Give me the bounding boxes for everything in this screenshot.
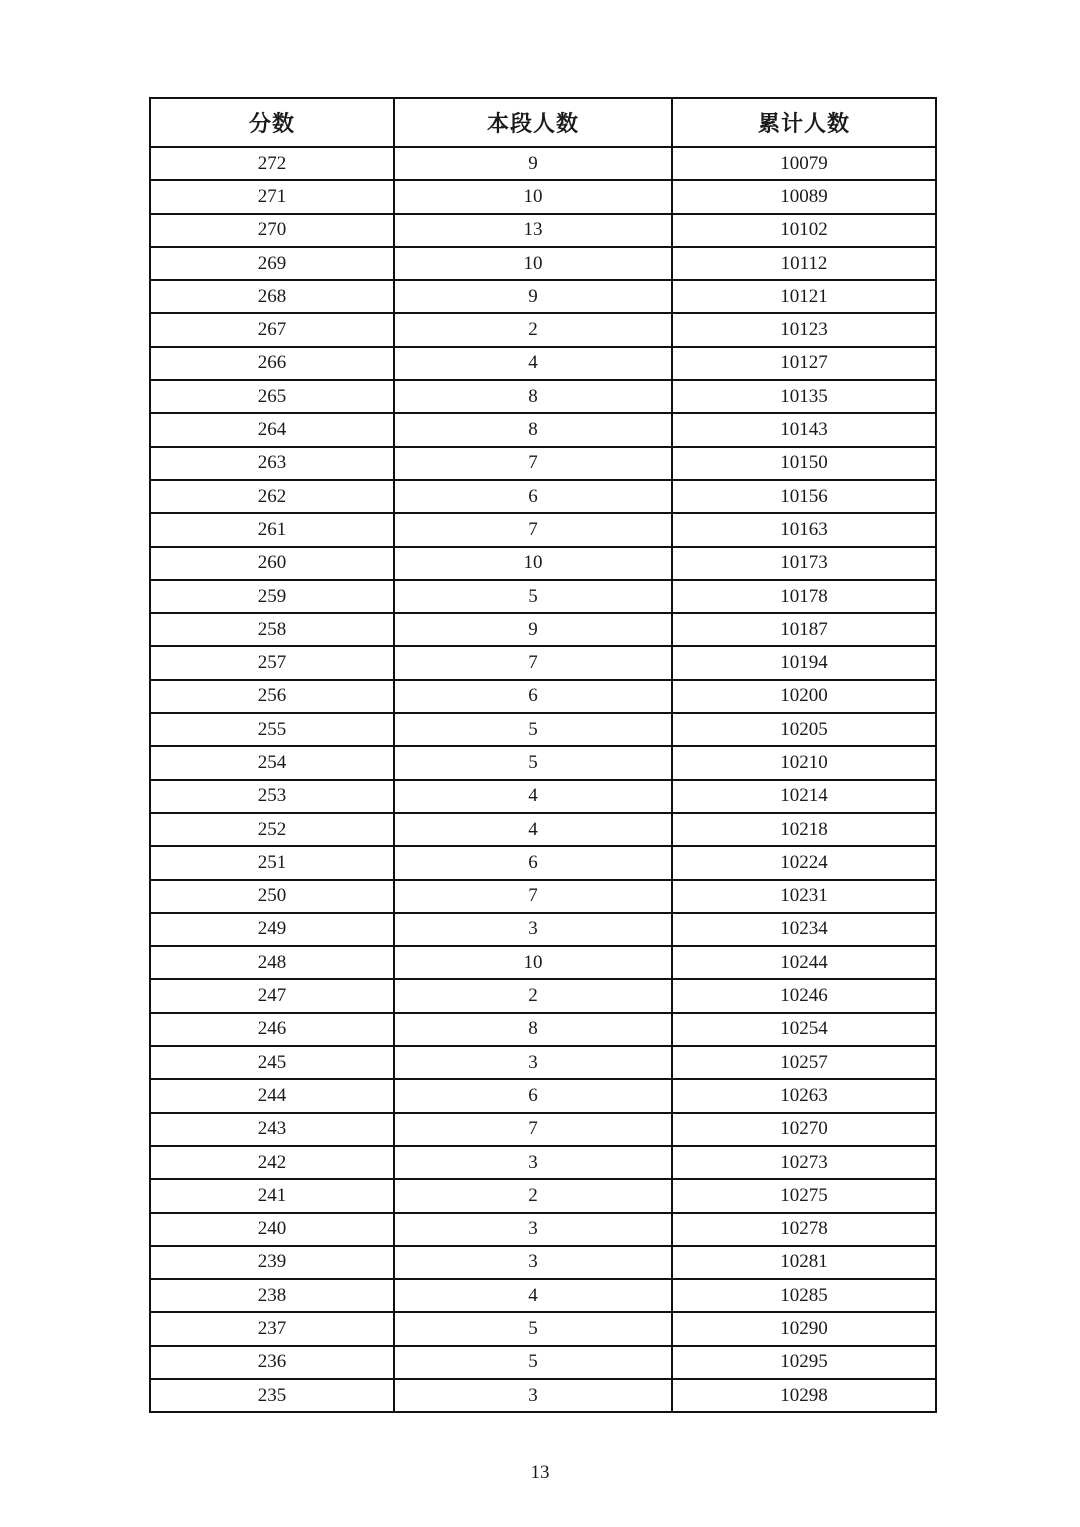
cell-cumulative-count: 10244	[672, 946, 936, 979]
cell-segment-count: 9	[394, 280, 672, 313]
cell-segment-count: 10	[394, 180, 672, 213]
cell-score: 266	[150, 347, 394, 380]
cell-segment-count: 13	[394, 214, 672, 247]
cell-score: 251	[150, 846, 394, 879]
cell-score: 253	[150, 780, 394, 813]
cell-segment-count: 3	[394, 1213, 672, 1246]
cell-score: 263	[150, 447, 394, 480]
cell-segment-count: 6	[394, 846, 672, 879]
table-row	[150, 180, 936, 213]
cell-cumulative-count: 10187	[672, 613, 936, 646]
table-row	[150, 580, 936, 613]
cell-cumulative-count: 10278	[672, 1213, 936, 1246]
cell-cumulative-count: 10156	[672, 480, 936, 513]
table-row	[150, 447, 936, 480]
cell-cumulative-count: 10163	[672, 513, 936, 546]
cell-cumulative-count: 10224	[672, 846, 936, 879]
cell-score: 239	[150, 1246, 394, 1279]
table-row	[150, 280, 936, 313]
table-row	[150, 147, 936, 180]
header-segment-count: 本段人数	[394, 98, 672, 147]
table-row	[150, 480, 936, 513]
table-row	[150, 1179, 936, 1212]
table-row	[150, 680, 936, 713]
table-row	[150, 1213, 936, 1246]
cell-segment-count: 8	[394, 1013, 672, 1046]
cell-cumulative-count: 10089	[672, 180, 936, 213]
cell-score: 250	[150, 880, 394, 913]
table-row	[150, 880, 936, 913]
cell-segment-count: 3	[394, 1246, 672, 1279]
cell-cumulative-count: 10123	[672, 313, 936, 346]
cell-score: 262	[150, 480, 394, 513]
cell-segment-count: 10	[394, 247, 672, 280]
cell-segment-count: 7	[394, 880, 672, 913]
table-row	[150, 513, 936, 546]
table-row	[150, 813, 936, 846]
table-row	[150, 1013, 936, 1046]
cell-segment-count: 2	[394, 1179, 672, 1212]
cell-cumulative-count: 10135	[672, 380, 936, 413]
cell-score: 244	[150, 1079, 394, 1112]
table-row	[150, 1346, 936, 1379]
cell-score: 261	[150, 513, 394, 546]
cell-cumulative-count: 10200	[672, 680, 936, 713]
cell-cumulative-count: 10210	[672, 746, 936, 779]
table-row	[150, 1113, 936, 1146]
cell-score: 247	[150, 979, 394, 1012]
cell-score: 241	[150, 1179, 394, 1212]
cell-score: 265	[150, 380, 394, 413]
cell-score: 255	[150, 713, 394, 746]
table-row	[150, 313, 936, 346]
cell-cumulative-count: 10173	[672, 547, 936, 580]
cell-cumulative-count: 10290	[672, 1312, 936, 1345]
table-row	[150, 547, 936, 580]
cell-segment-count: 7	[394, 513, 672, 546]
cell-score: 264	[150, 413, 394, 446]
table-row	[150, 1379, 936, 1412]
cell-score: 242	[150, 1146, 394, 1179]
cell-segment-count: 6	[394, 680, 672, 713]
cell-segment-count: 5	[394, 580, 672, 613]
cell-segment-count: 9	[394, 613, 672, 646]
cell-segment-count: 10	[394, 547, 672, 580]
cell-cumulative-count: 10285	[672, 1279, 936, 1312]
cell-cumulative-count: 10079	[672, 147, 936, 180]
cell-score: 260	[150, 547, 394, 580]
cell-segment-count: 5	[394, 1346, 672, 1379]
table-row	[150, 713, 936, 746]
cell-score: 237	[150, 1312, 394, 1345]
table-row	[150, 1146, 936, 1179]
cell-score: 252	[150, 813, 394, 846]
cell-cumulative-count: 10254	[672, 1013, 936, 1046]
cell-score: 245	[150, 1046, 394, 1079]
table-row	[150, 746, 936, 779]
cell-score: 246	[150, 1013, 394, 1046]
cell-score: 254	[150, 746, 394, 779]
cell-segment-count: 3	[394, 1146, 672, 1179]
cell-segment-count: 6	[394, 1079, 672, 1112]
cell-score: 256	[150, 680, 394, 713]
cell-cumulative-count: 10295	[672, 1346, 936, 1379]
cell-segment-count: 3	[394, 1046, 672, 1079]
table-row	[150, 1079, 936, 1112]
cell-cumulative-count: 10257	[672, 1046, 936, 1079]
cell-segment-count: 4	[394, 1279, 672, 1312]
table-row	[150, 1312, 936, 1345]
table-row	[150, 646, 936, 679]
cell-cumulative-count: 10127	[672, 347, 936, 380]
cell-segment-count: 7	[394, 447, 672, 480]
table-body	[150, 147, 936, 1412]
cell-segment-count: 3	[394, 913, 672, 946]
cell-segment-count: 10	[394, 946, 672, 979]
cell-segment-count: 4	[394, 813, 672, 846]
cell-cumulative-count: 10281	[672, 1246, 936, 1279]
cell-cumulative-count: 10194	[672, 646, 936, 679]
page-number: 13	[530, 1462, 550, 1483]
cell-cumulative-count: 10121	[672, 280, 936, 313]
score-distribution-table	[149, 97, 937, 1413]
cell-score: 240	[150, 1213, 394, 1246]
cell-score: 248	[150, 946, 394, 979]
cell-cumulative-count: 10275	[672, 1179, 936, 1212]
cell-cumulative-count: 10205	[672, 713, 936, 746]
cell-segment-count: 9	[394, 147, 672, 180]
cell-cumulative-count: 10143	[672, 413, 936, 446]
table-header	[150, 98, 936, 147]
cell-cumulative-count: 10273	[672, 1146, 936, 1179]
cell-segment-count: 2	[394, 313, 672, 346]
cell-segment-count: 5	[394, 746, 672, 779]
cell-cumulative-count: 10112	[672, 247, 936, 280]
cell-score: 249	[150, 913, 394, 946]
table-row	[150, 979, 936, 1012]
table-row	[150, 1279, 936, 1312]
table-row	[150, 347, 936, 380]
cell-cumulative-count: 10270	[672, 1113, 936, 1146]
cell-cumulative-count: 10263	[672, 1079, 936, 1112]
cell-score: 235	[150, 1379, 394, 1412]
table-row	[150, 780, 936, 813]
table-row	[150, 846, 936, 879]
cell-cumulative-count: 10234	[672, 913, 936, 946]
cell-segment-count: 5	[394, 1312, 672, 1345]
cell-score: 243	[150, 1113, 394, 1146]
cell-segment-count: 2	[394, 979, 672, 1012]
cell-cumulative-count: 10231	[672, 880, 936, 913]
cell-score: 271	[150, 180, 394, 213]
cell-segment-count: 6	[394, 480, 672, 513]
cell-score: 236	[150, 1346, 394, 1379]
table-row	[150, 1046, 936, 1079]
header-cumulative-count: 累计人数	[672, 98, 936, 147]
cell-cumulative-count: 10102	[672, 214, 936, 247]
cell-cumulative-count: 10214	[672, 780, 936, 813]
header-row	[150, 98, 936, 147]
cell-score: 238	[150, 1279, 394, 1312]
table-row	[150, 913, 936, 946]
cell-score: 272	[150, 147, 394, 180]
cell-score: 267	[150, 313, 394, 346]
cell-cumulative-count: 10178	[672, 580, 936, 613]
cell-segment-count: 8	[394, 380, 672, 413]
cell-score: 257	[150, 646, 394, 679]
cell-segment-count: 7	[394, 1113, 672, 1146]
table-row	[150, 214, 936, 247]
table-row	[150, 613, 936, 646]
table-row	[150, 413, 936, 446]
cell-cumulative-count: 10218	[672, 813, 936, 846]
cell-segment-count: 5	[394, 713, 672, 746]
table-row	[150, 247, 936, 280]
cell-segment-count: 4	[394, 780, 672, 813]
cell-score: 258	[150, 613, 394, 646]
cell-segment-count: 4	[394, 347, 672, 380]
cell-cumulative-count: 10150	[672, 447, 936, 480]
cell-segment-count: 7	[394, 646, 672, 679]
cell-score: 270	[150, 214, 394, 247]
table-row	[150, 1246, 936, 1279]
table-row	[150, 380, 936, 413]
cell-score: 259	[150, 580, 394, 613]
cell-cumulative-count: 10298	[672, 1379, 936, 1412]
table-row	[150, 946, 936, 979]
cell-score: 269	[150, 247, 394, 280]
header-score: 分数	[150, 98, 394, 147]
cell-score: 268	[150, 280, 394, 313]
cell-segment-count: 3	[394, 1379, 672, 1412]
cell-segment-count: 8	[394, 413, 672, 446]
cell-cumulative-count: 10246	[672, 979, 936, 1012]
